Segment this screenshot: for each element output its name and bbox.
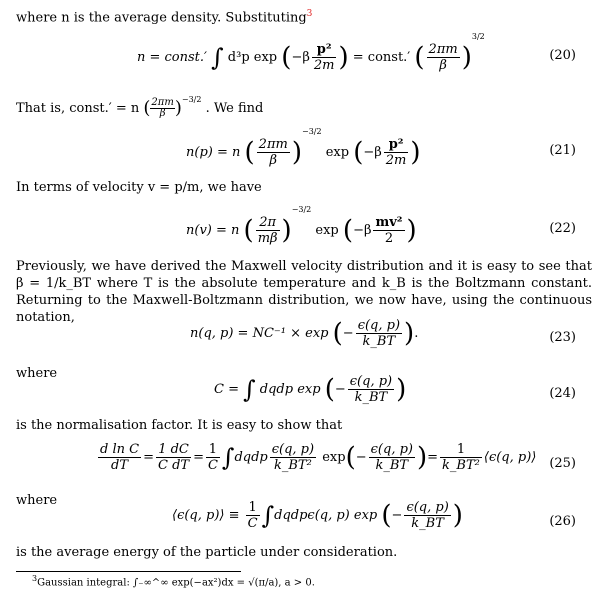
normalisation-line: is the normalisation factor. It is easy to show that bbox=[16, 418, 343, 433]
eq20-beta: −β bbox=[291, 50, 310, 65]
eq20-frac: $\frac{\text{p²}}{2m}$ bbox=[313, 42, 335, 73]
eq22-number: (22) bbox=[549, 221, 576, 236]
equation-21: n(p) = n ( $\frac{2\pi m}{\beta}$ )$^{-3/2}$ exp (−β $\frac{\text{p²}}{2m}$ ) (21) bbox=[186, 127, 576, 168]
footnote-text: Gaussian integral: ∫₋∞^∞ exp(−ax²)dx = √(π/a), a > 0. bbox=[37, 577, 315, 589]
eq20-lhs: n = const.′ bbox=[137, 50, 207, 65]
integral-sign: ∫ bbox=[211, 43, 224, 72]
eq25-number: (25) bbox=[549, 456, 576, 471]
eq20-eqsign: = const.′ bbox=[352, 50, 411, 65]
equation-22: n(v) = n ( $\frac{2\pi}{m\beta}$ )$^{-3/2}$ exp (−β $\frac{\text{mv²}}{2}$ ) (22) bbox=[186, 205, 576, 246]
where-label-2: where bbox=[16, 493, 58, 508]
that-is-frac: $\frac{2\pi m}{\beta}$ bbox=[151, 97, 174, 119]
intro-line bbox=[16, 6, 312, 26]
equation-24: C = ∫ dqdp exp (− $\frac{\epsilon(q, p)}{k\_BT}$ ) (24) bbox=[214, 374, 576, 405]
eq20-exp: 3/2 bbox=[471, 32, 485, 41]
equation-25: $\frac{\text{d ln C}}{dT}$ = $\frac{1 dC}{\text{C dT}}$ = $\frac{1}{C}$ ∫dqdp $\frac{\epsilon(q, p)}{\text{k\_BT²}}$ exp(− $\frac{\epsilon(q, p)}{k\_BT}$ )= $\frac{1}{\text{k\_BT²}}$ ⟨ϵ(q, p)⟩ (25) bbox=[100, 442, 576, 473]
eq24-number: (24) bbox=[549, 386, 576, 401]
footnote-rule bbox=[16, 571, 241, 572]
equation-20: n = const.′ ∫ d³p exp (−β $\frac{\text{p²}}{2m}$ ) = const.′ ( $\frac{2\pi m}{\beta}$ )$^{3/2}$ (20) bbox=[137, 32, 576, 73]
footnote-ref-link[interactable]: 3 bbox=[306, 9, 313, 19]
eq20-mid: d³p exp bbox=[227, 50, 278, 65]
eq21-number: (21) bbox=[549, 143, 576, 158]
eq20-frac2: $\frac{2\pi m}{\beta}$ bbox=[428, 42, 458, 73]
paragraph-maxwell: Previously, we have derived the Maxwell velocity distribution and it is easy to see that β = 1/k_BT where T is the absolute temperature and k_B is the Boltzmann constant. Returning to the Maxwell-Boltzmann distribution, we now have, using the continuous notation, bbox=[16, 259, 592, 325]
average-energy-line: is the average energy of the particle under consideration. bbox=[16, 545, 398, 560]
equation-23: n(q, p) = NC⁻¹ × exp (− $\frac{\epsilon(q, p)}{k\_BT}$ ). (23) bbox=[190, 318, 576, 349]
footnote-mark: 3 bbox=[32, 574, 38, 583]
footnote bbox=[32, 574, 315, 588]
velocity-line: In terms of velocity v = p/m, we have bbox=[16, 180, 262, 195]
that-is-line: That is, const.′ = n ( $\frac{2\pi m}{\beta}$ )$^{-3/2}$ . We find bbox=[16, 95, 264, 119]
eq20-number: (20) bbox=[549, 48, 576, 63]
intro-text: where n is the average density. Substituting bbox=[16, 10, 307, 26]
eq26-number: (26) bbox=[549, 514, 576, 529]
where-label-1: where bbox=[16, 366, 58, 381]
eq23-number: (23) bbox=[549, 330, 576, 345]
equation-26: ⟨ϵ(q, p)⟩ ≡ $\frac{1}{C}$ ∫dqdpϵ(q, p) exp (− $\frac{\epsilon(q, p)}{k\_BT}$ ) (26) bbox=[172, 500, 576, 531]
